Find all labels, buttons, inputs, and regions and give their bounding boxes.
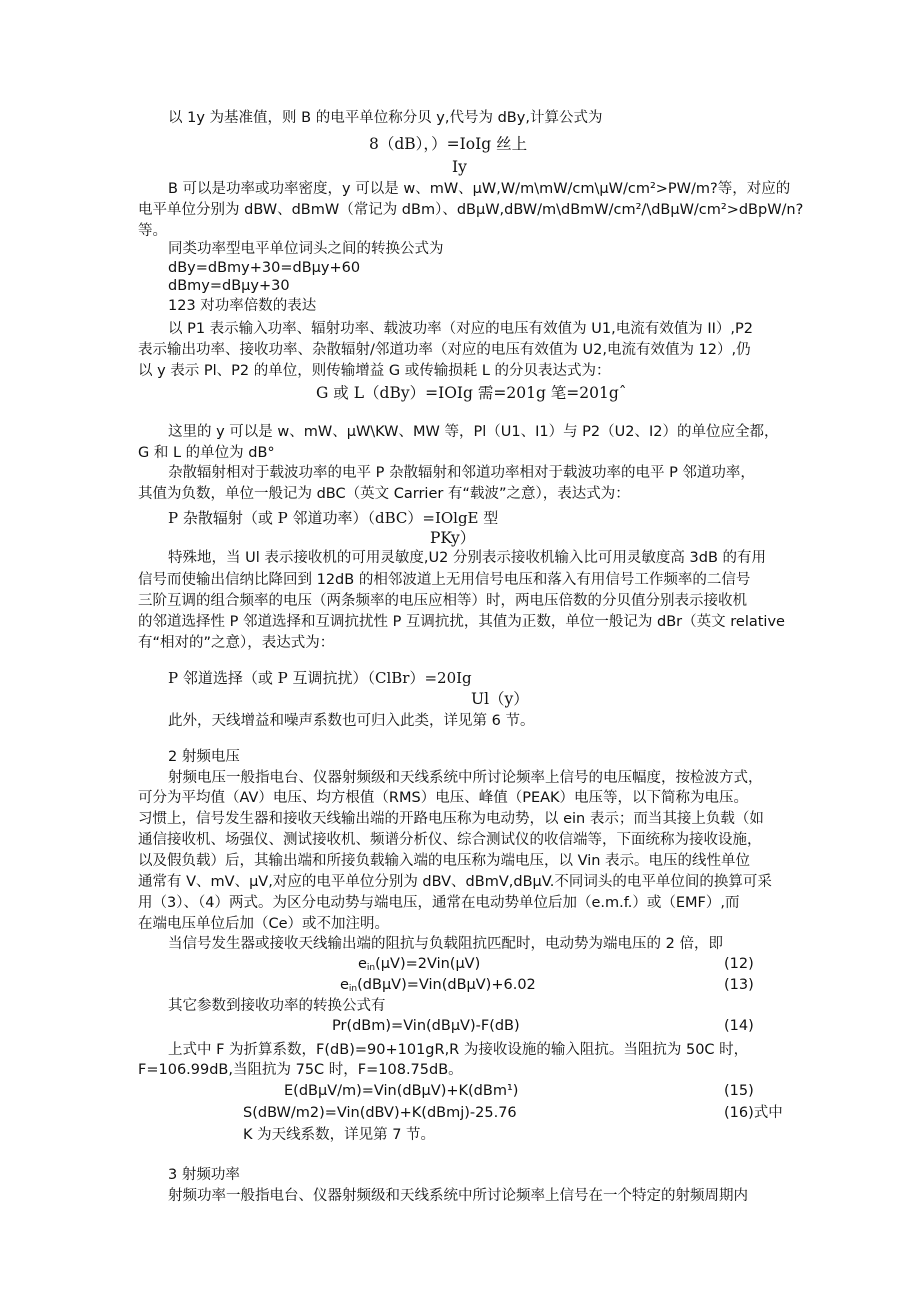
text-line: 用（3）、（4）两式。为区分电动势与端电压，通常在电动势单位后加（e.m.f.）或（EMF）,而: [138, 895, 740, 911]
text-line: B 可以是功率或功率密度，y 可以是 w、mW、µW,W∕m\mW∕cm\µW∕cm²>PW/m?等，对应的: [168, 181, 791, 197]
text-line: 通常有 V、mV、µV,对应的电平单位分别为 dBV、dBmV,dBµV.不同词头的电平单位间的换算可采: [138, 874, 772, 890]
text-line: 其它参数到接收功率的转换公式有: [168, 998, 386, 1014]
section-heading: 123 对功率倍数的表达: [168, 298, 317, 314]
text-line: 射频功率一般指电台、仪器射频级和天线系统中所讨论频率上信号在一个特定的射频周期内: [168, 1188, 748, 1204]
section-heading: 2 射频电压: [168, 749, 240, 765]
formula-line: dBmy=dBµy+30: [168, 278, 290, 294]
text-line: 杂散辐射相对于载波功率的电平 P 杂散辐射和邻道功率相对于载波功率的电平 P 邻道功率，: [168, 465, 755, 481]
section-heading: 3 射频功率: [168, 1167, 240, 1183]
formula-denominator: Ul（y）: [471, 690, 529, 708]
equation-13-number: (13): [724, 977, 754, 993]
equation-16: S(dBW∕m2)=Vin(dBV)+K(dBmj)-25.76: [243, 1105, 517, 1121]
text-line: 同类功率型电平单位词头之间的转换公式为: [168, 241, 444, 257]
text-line: 表示输出功率、接收功率、杂散辐射/邻道功率（对应的电压有效值为 U2,电流有效值为 12）,仍: [138, 342, 751, 358]
text-line: 当信号发生器或接收天线输出端的阻抗与负载阻抗匹配时，电动势为端电压的 2 倍，即: [168, 936, 723, 952]
equation-12-subscript: in: [366, 963, 376, 973]
formula-denominator: Iy: [452, 158, 467, 176]
formula-line: P 杂散辐射（或 P 邻道功率）（dBC）=IOlgE 型: [168, 509, 499, 527]
text-line: 以 P1 表示输入功率、辐射功率、载波功率（对应的电压有效值为 U1,电流有效值为 II）,P2: [168, 321, 753, 337]
formula-denominator: PKy）: [430, 529, 476, 547]
equation-13-subscript: in: [348, 984, 358, 994]
text-line: K 为天线系数，详见第 7 节。: [243, 1127, 436, 1143]
formula-line: 8（dB），）=IoIg 丝上: [369, 135, 528, 153]
text-line: 在端电压单位后加（Ce）或不加注明。: [138, 916, 390, 932]
text-line: 这里的 y 可以是 w、mW、µW\KW、MW 等，Pl（U1、I1）与 P2（U2、I2）的单位应全都，: [168, 424, 779, 440]
text-line: 此外，天线增益和噪声系数也可归入此类，详见第 6 节。: [168, 713, 535, 729]
equation-13-var: e: [340, 977, 349, 993]
formula-line: G 或 L（dBy）=IOIg 需=201g 笔=201gˆ: [316, 384, 627, 402]
equation-14-number: (14): [724, 1018, 754, 1034]
equation-12-body: (µV)=2Vin(µV): [375, 956, 481, 972]
text-line: 其值为负数，单位一般记为 dBC（英文 Carrier 有“载波”之意），表达式为：: [138, 486, 630, 502]
text-line: F=106.99dB,当阻抗为 75C 时，F=108.75dB。: [138, 1062, 463, 1078]
formula-line: dBy=dBmy+30=dBµy+60: [168, 260, 361, 276]
text-line: 可分为平均值（AV）电压、均方根值（RMS）电压、峰值（PEAK）电压等，以下简称为电压。: [138, 790, 749, 806]
text-line: 等。: [138, 223, 167, 239]
text-line: 以及假负载）后，其输出端和所接负载输入端的电压称为端电压，以 Vin 表示。电压的线性单位: [138, 853, 751, 869]
equation-14: Pr(dBm)=Vin(dBµV)-F(dB): [332, 1018, 520, 1034]
text-line: 的邻道选择性 P 邻道选择和互调抗扰性 P 互调抗扰，其值为正数，单位一般记为 dBr（英文 relative: [138, 614, 785, 630]
text-line: 信号而使输出信纳比降回到 12dB 的相邻波道上无用信号电压和落入有用信号工作频率的二信号: [138, 572, 751, 588]
text-line: 三阶互调的组合频率的电压（两条频率的电压应相等）时，两电压倍数的分贝值分别表示接收机: [138, 593, 747, 609]
text-line: 以 y 表示 Pl、P2 的单位，则传输增益 G 或传输损耗 L 的分贝表达式为：: [138, 363, 611, 379]
text-line: 习惯上，信号发生器和接收天线输出端的开路电压称为电动势，以 ein 表示；而当其接上负载（如: [138, 811, 764, 827]
text-line: 通信接收机、场强仪、测试接收机、频谱分析仪、综合测试仪的收信端等，下面统称为接收设施，: [138, 832, 762, 848]
text-line: 以 1y 为基准值，则 B 的电平单位称分贝 y,代号为 dBy,计算公式为: [168, 110, 603, 126]
text-line: 射频电压一般指电台、仪器射频级和天线系统中所讨论频率上信号的电压幅度，按检波方式，: [168, 770, 763, 786]
text-line: G 和 L 的单位为 dB°: [138, 445, 275, 461]
equation-12-var: e: [358, 956, 367, 972]
text-line: 上式中 F 为折算系数，F(dB)=90+101gR,R 为接收设施的输入阻抗。当阻抗为 50C 时，: [168, 1042, 749, 1058]
text-line: 特殊地，当 Ul 表示接收机的可用灵敏度,U2 分别表示接收机输入比可用灵敏度高 3dB 的有用: [168, 550, 767, 566]
equation-13-body: (dBµV)=Vin(dBµV)+6.02: [357, 977, 536, 993]
text-line: 有“相对的”之意），表达式为：: [138, 635, 335, 651]
text-line: 电平单位分别为 dBW、dBmW（常记为 dBm）、dBµW,dBW∕m\dBmW∕cm²∕\dBµW∕cm²>dBpW/n?: [138, 202, 804, 218]
formula-line: P 邻道选择（或 P 互调抗扰）（ClBr）=20Ig: [168, 669, 472, 687]
equation-15-number: (15): [724, 1083, 754, 1099]
equation-12-number: (12): [724, 956, 754, 972]
equation-16-number: (16)式中: [724, 1105, 783, 1121]
equation-15: E(dBµV∕m)=Vin(dBµV)+K(dBm¹): [284, 1083, 519, 1099]
